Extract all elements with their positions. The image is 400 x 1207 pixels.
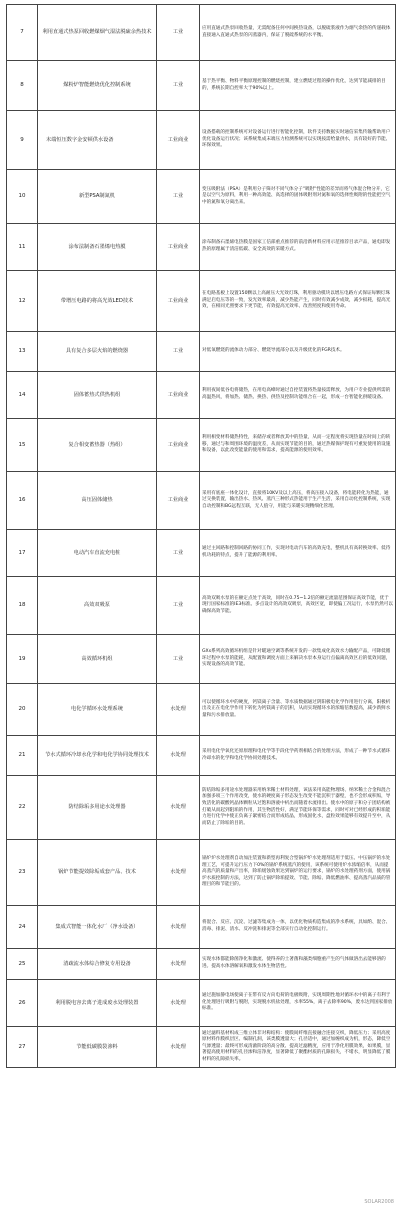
technology-name: 煤粉炉智能燃烧优化控制系统 (38, 61, 157, 111)
table-row (7, 372, 396, 419)
technology-name: 带增压电路的将高光效LED技术 (38, 271, 157, 332)
row-number: 8 (7, 61, 38, 111)
row-number: 21 (7, 736, 38, 776)
technology-name: 高压固体储热 (38, 472, 157, 530)
technology-description: 基于热平衡、物料平衡原理控制的燃烧控制，建立燃烧过程的操作优化，达到节能减排的目的，系统长期自控率大于90%以上。 (200, 61, 396, 111)
industry-type: 工业商业 (157, 224, 200, 271)
technology-description: 采用有底座一体化设计，直接将10KV及以上高压，将高压接入设备，将电能转化为热能，通过交换装置，输出热水、热风、蒸汽三种形式热能用于生产生活，采用自动化控制系统，实现自动控制和BG远程互联，无人值守，用能与采暖实现精细化管理。 (200, 472, 396, 530)
table-row (7, 684, 396, 736)
technology-description: GXs系列高效循环机组是针对暖通空调等系统开发的一款集成化高效水力输配产品，可降低循环过程中水泵的能耗，从配置和调度方面上来解决水泵本身运行点偏离高效区后的低效问题，实现设备的高效节能。 (200, 635, 396, 684)
industry-type: 工业 (157, 577, 200, 635)
table-row (7, 980, 396, 1027)
row-number: 13 (7, 332, 38, 372)
technology-name: 节水式循环冷却水化学和电化学协同处理技术 (38, 736, 157, 776)
technology-name: 高效循环机组 (38, 635, 157, 684)
watermark: SOLAR2008 (364, 1199, 394, 1205)
table-row (7, 271, 396, 332)
technology-name: 电化学循环水处理系统 (38, 684, 157, 736)
technology-name: 固体蓄热式供热机组 (38, 372, 157, 419)
technology-name: 集成式智能一体化水厂（净水设备） (38, 906, 157, 949)
technology-description: 通过施加静电场使离子在带有反方向电荷的电极吸附，实现周期性地对循环水中的离子有利于化处理进行吸附与脱附，实现脱水机盐处理，水率55%，离子去除率90%，废水达到国家排放标准。 (200, 980, 396, 1027)
industry-type: 工业 (157, 332, 200, 372)
row-number: 26 (7, 980, 38, 1027)
industry-type: 水处理 (157, 684, 200, 736)
technology-name: 防结除垢多用途水处理器 (38, 776, 157, 840)
technology-description: 利用夜间低谷电将储热，在用电高峰时通过自控装置将热量按需释放，为用户专业提供所需的高温热风，将加热、储热、换热、供热及控制功能组合在一起，形成一台智能化供暖设备。 (200, 372, 396, 419)
table-row (7, 332, 396, 372)
technology-name: 利用直通式热泵回收燃煤烟气湿法脱硫余热技术 (38, 5, 157, 61)
technology-description: 锅炉炉水处理剂自动加注装置和新型再利复合型锅炉炉水处理剂适用于低压、中压锅炉的水处理工艺，可提升运行压力下0%的锅炉系统蒸汽的使用，该系统可使用炉水浓缩倍率，从而提高蒸汽的质量和产出率，除垢缓蚀效果达到锅炉的运行要求，锅炉的水处理药剂方面，使用锅炉水质控制的方法，达到了防止锅炉除垢提效、节能、除垢、降低燃油率、提高蒸汽品质的管理目的和节能目的。 (200, 840, 396, 906)
technology-name: 新型PSA制氮机 (38, 170, 157, 224)
industry-type: 水处理 (157, 776, 200, 840)
table-row (7, 111, 396, 170)
row-number: 7 (7, 5, 38, 61)
technology-name: 复合相变蓄热器（热组） (38, 419, 157, 472)
table-row (7, 776, 396, 840)
technology-description: 对低氧燃烧的流体动力部分、燃烧导流部分以及升级优化的FGR技术。 (200, 332, 396, 372)
row-number: 10 (7, 170, 38, 224)
industry-type: 工业 (157, 61, 200, 111)
technology-table (6, 4, 396, 1068)
industry-type: 工业 (157, 635, 200, 684)
table-row (7, 530, 396, 577)
technology-description: 通过主回路和控制回路的协同工作，实现对电动汽车的高效充电，整机具有高转换效率、低待机功耗的特点，提升了能源的利用率。 (200, 530, 396, 577)
table-row (7, 61, 396, 111)
technology-description: 涂布制备石墨烯电热膜是国家工信部重点推荐的前沿新材料应用示范推荐目录产品，通电即发热的原理属于清洁低碳、安全高效的采暖方式。 (200, 224, 396, 271)
technology-description: 采用电化学氧化还原原理和电化学等手段化学药剂相结合的处理方法，形成了一种节水式循环冷却水的化学和电化学协同处理技术。 (200, 736, 396, 776)
technology-description: 利用相变材料储热特性，来储存或者释放其中的热量，从而一定程度将实现热量在时间上的转移，通过与和周围环境的温度差，从而实现节能的目的，通过热媒保护现有可重复使用的设施和设备，以此改变能量的使用和需求，提高能源的使用效率。 (200, 419, 396, 472)
industry-type: 水处理 (157, 906, 200, 949)
technology-name: 高效双吸泵 (38, 577, 157, 635)
technology-name: 利用脱电容去离子进成废水处理装置 (38, 980, 157, 1027)
industry-type: 工业商业 (157, 111, 200, 170)
technology-description: 将混合、反应、沉淀、过滤等集成为一体，以优化物质构造集成的净水系统，具如酌、混合、消毒、排泥、清水、反冲洗和排泥等全部实行自动化控制运行。 (200, 906, 396, 949)
industry-type: 水处理 (157, 980, 200, 1027)
table-row (7, 949, 396, 980)
technology-description: 实现水体都能除菌净化和激流、使得养的土著菌和藻类细胞重产生的气体做溶出去能够溶的进。提高水体溶解氧和激发水体生物活性。 (200, 949, 396, 980)
row-number: 24 (7, 906, 38, 949)
row-number: 17 (7, 530, 38, 577)
table-row (7, 419, 396, 472)
row-number: 14 (7, 372, 38, 419)
industry-type: 工业 (157, 170, 200, 224)
table-row (7, 170, 396, 224)
technology-name: 锅炉节能提效除垢成套产品、技术 (38, 840, 157, 906)
technology-description: 可以使循环水中的硬度，钙镁离子含量、等水质数据通过阴阳极电化学作用进行分离，阳极析出及正在电化学作用下转化为钙镁离子的沉积，从而实现循环水的浓缩倍数提高，减少新鲜水量和污水排放量。 (200, 684, 396, 736)
technology-name: 具有复合多层火焰的燃烧器 (38, 332, 157, 372)
technology-description: 在电路基板上设置150颗以上高耐压大光效灯珠，利用驱动模块以增压电路方式保证每颗灯珠满足启电压等的一致，发光效率最高，减少热能产生，同时有效减少成效，减少损耗，提高光效，在相同光照要求下更节能，有效提高光效率、改善照度和使用寿命。 (200, 271, 396, 332)
table-row (7, 1027, 396, 1068)
table-row (7, 906, 396, 949)
technology-name: 末端恒压数字金安顿供水设备 (38, 111, 157, 170)
industry-type: 水处理 (157, 736, 200, 776)
industry-type: 工业 (157, 5, 200, 61)
industry-type: 工业 (157, 530, 200, 577)
technology-name: 节能低碳膜袋渗料 (38, 1027, 157, 1068)
technology-description: 高效双吸水泵的在额定点处于高效，同时在0.75~1.2倍的额定流量范围保证高效节能，优于现行国家标准的IE3标准。多点设计的高效双吸泵，高效区宽，即使偏工况运行，水泵仍然可以确保高效节能。 (200, 577, 396, 635)
technology-name: 电动汽车直流充电桩 (38, 530, 157, 577)
technology-description: 应用直通式热泵回收热量，无需配备任何中间换热设备，以脱硫浆液作为烟气余热的传递载体直接通入直通式热泵的闪蒸器内，保证了脱硫系统的水平衡。 (200, 5, 396, 61)
technology-description: 防结除垢多用途水处理器采用纳米稀土材料处理，该法采用高能物理场、纳米稀土合金和混合加强多项三个作用改变，使水的硬度离子形态发生改变不能沉积于器壁，也不会形成积垢，导致活化的碳酸钙晶体颗粒从过饱和溶液中析出而随着水流排出。使水中的原子和分子团结构被打破从而起到阻垢的作用，其生物活性好，满足节能环保等需求，同时可对已经形成的积垢能力进行化学中使正负离子紧密结合而形成结晶，形成固化水，盘粒效果能够有效提升至中，从而防止了除垢的目的。 (200, 776, 396, 840)
row-number: 9 (7, 111, 38, 170)
table-row (7, 635, 396, 684)
table-row (7, 472, 396, 530)
technology-name: 涂布法制备石墨烯电热膜 (38, 224, 157, 271)
technology-description: 通过滤料基材织成三维立体非对称结构：使膜间纤维直接融合连接交织，降低压力；采用高度原材料作膜织层区、编制孔洞，该类膜透量大；孔径适中，通过加缠织成为机，形态，降低空气渗透量；最终可形成清澈阶段的高分散、提高过滤精度，应用于净化用膜效果，如果膜，显著提高使用材料的孔径渗和洁净度，显著降低了聚酯材质的孔隙损失，不堵水，明显降低了膜材料的孔隙损失率。 (200, 1027, 396, 1068)
industry-type: 工业商业 (157, 472, 200, 530)
industry-type: 水处理 (157, 1027, 200, 1068)
row-number: 27 (7, 1027, 38, 1068)
row-number: 25 (7, 949, 38, 980)
table-row (7, 840, 396, 906)
table-row (7, 577, 396, 635)
technology-description: 变压吸附法（PSA）是利用分子筛对不同气体分子"吸附"性能的差异而将气体混合物分开，它是以空气为原料，利用一种高效能、高选择的固体吸附剂对氮和氧的选择性吸附的性能把空气中的氮和氧分离出来。 (200, 170, 396, 224)
row-number: 12 (7, 271, 38, 332)
industry-type: 水处理 (157, 840, 200, 906)
row-number: 20 (7, 684, 38, 736)
table-row (7, 224, 396, 271)
row-number: 23 (7, 840, 38, 906)
row-number: 19 (7, 635, 38, 684)
table-row (7, 5, 396, 61)
technology-description: 设备搭载的控制系统可对设备运行进行智能化控制，软件支持数据实时通信采集传输帮助用户优化设备运行状况；该系统集成末端压力检测系统可以实现按需给量供水，具有较好的节能、环保效果。 (200, 111, 396, 170)
technology-name: 清疏流水体综合修复专用设备 (38, 949, 157, 980)
row-number: 11 (7, 224, 38, 271)
row-number: 15 (7, 419, 38, 472)
industry-type: 水处理 (157, 949, 200, 980)
row-number: 16 (7, 472, 38, 530)
row-number: 22 (7, 776, 38, 840)
industry-type: 工业商业 (157, 271, 200, 332)
industry-type: 工业商业 (157, 372, 200, 419)
industry-type: 工业商业 (157, 419, 200, 472)
row-number: 18 (7, 577, 38, 635)
table-row (7, 736, 396, 776)
